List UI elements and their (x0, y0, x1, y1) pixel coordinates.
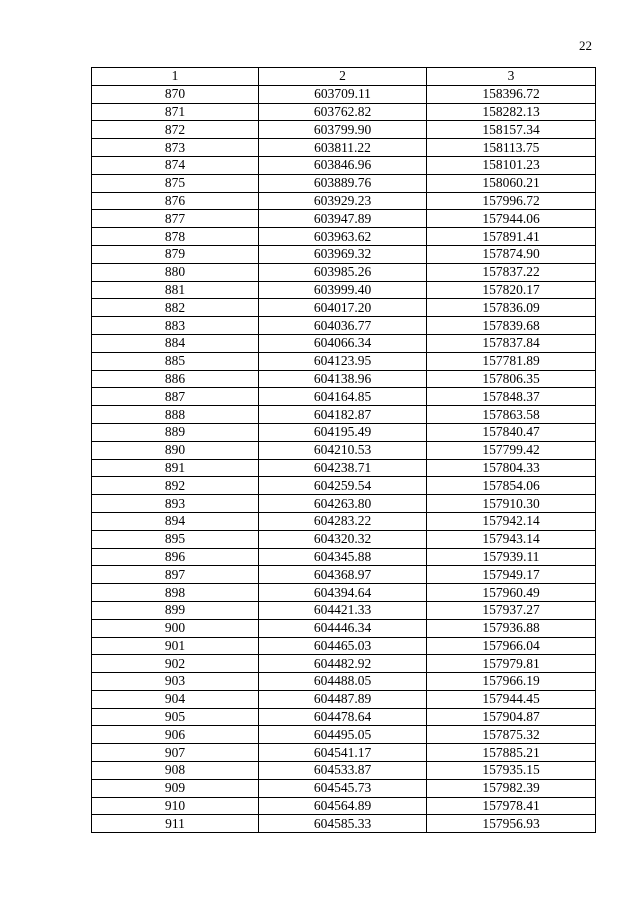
table-cell-col-3: 158396.72 (427, 85, 596, 103)
table-row (92, 228, 596, 246)
table-row (92, 156, 596, 174)
table-cell-col-3: 158282.13 (427, 103, 596, 121)
table-cell-col-2: 604138.96 (259, 370, 427, 388)
table-cell-col-1: 910 (92, 797, 259, 815)
table-cell-col-2: 603947.89 (259, 210, 427, 228)
table-cell-col-2: 603799.90 (259, 121, 427, 139)
table-cell-col-3: 157836.09 (427, 299, 596, 317)
table-row (92, 459, 596, 477)
table-row (92, 352, 596, 370)
table-cell-col-1: 902 (92, 655, 259, 673)
table-row (92, 174, 596, 192)
table-row (92, 797, 596, 815)
table-cell-col-3: 157960.49 (427, 584, 596, 602)
table-cell-col-3: 157891.41 (427, 228, 596, 246)
table-cell-col-2: 604495.05 (259, 726, 427, 744)
table-cell-col-1: 875 (92, 174, 259, 192)
table-row (92, 192, 596, 210)
table-row (92, 263, 596, 281)
table-cell-col-2: 604259.54 (259, 477, 427, 495)
table-cell-col-3: 157982.39 (427, 779, 596, 797)
table-cell-col-1: 896 (92, 548, 259, 566)
table-cell-col-2: 604182.87 (259, 406, 427, 424)
table-cell-col-1: 899 (92, 601, 259, 619)
table-cell-col-3: 157863.58 (427, 406, 596, 424)
table-row (92, 495, 596, 513)
table-cell-col-1: 895 (92, 530, 259, 548)
table-row (92, 334, 596, 352)
table-cell-col-2: 604585.33 (259, 815, 427, 833)
table-cell-col-2: 604394.64 (259, 584, 427, 602)
table-cell-col-3: 157956.93 (427, 815, 596, 833)
table-row (92, 566, 596, 584)
coordinates-table (91, 67, 596, 833)
table-cell-col-3: 157837.22 (427, 263, 596, 281)
table-cell-col-3: 157944.06 (427, 210, 596, 228)
table-cell-col-1: 905 (92, 708, 259, 726)
table-row (92, 370, 596, 388)
table-cell-col-1: 888 (92, 406, 259, 424)
column-header-2: 2 (259, 68, 427, 86)
table-row (92, 619, 596, 637)
table-cell-col-2: 604487.89 (259, 690, 427, 708)
table-cell-col-3: 157820.17 (427, 281, 596, 299)
table-row (92, 655, 596, 673)
table-cell-col-1: 884 (92, 334, 259, 352)
table-body (92, 85, 596, 832)
table-row (92, 815, 596, 833)
table-cell-col-3: 157979.81 (427, 655, 596, 673)
table-cell-col-2: 604421.33 (259, 601, 427, 619)
table-cell-col-3: 157837.84 (427, 334, 596, 352)
table-cell-col-3: 157840.47 (427, 423, 596, 441)
table-cell-col-3: 158113.75 (427, 139, 596, 157)
table-cell-col-1: 903 (92, 673, 259, 691)
table-cell-col-1: 898 (92, 584, 259, 602)
table-row (92, 103, 596, 121)
table-cell-col-3: 157966.04 (427, 637, 596, 655)
table-cell-col-3: 157936.88 (427, 619, 596, 637)
table-row (92, 530, 596, 548)
table-row (92, 744, 596, 762)
table-cell-col-1: 880 (92, 263, 259, 281)
table-cell-col-3: 157942.14 (427, 512, 596, 530)
table-row (92, 85, 596, 103)
table-cell-col-3: 157949.17 (427, 566, 596, 584)
table-cell-col-2: 604545.73 (259, 779, 427, 797)
table-cell-col-2: 604533.87 (259, 762, 427, 780)
table-cell-col-2: 604283.22 (259, 512, 427, 530)
table-cell-col-2: 603969.32 (259, 245, 427, 263)
table-cell-col-2: 604465.03 (259, 637, 427, 655)
table-cell-col-1: 882 (92, 299, 259, 317)
table-cell-col-3: 157978.41 (427, 797, 596, 815)
table-cell-col-1: 874 (92, 156, 259, 174)
table-row (92, 423, 596, 441)
table-row (92, 548, 596, 566)
table-cell-col-2: 604368.97 (259, 566, 427, 584)
table-cell-col-2: 603985.26 (259, 263, 427, 281)
table-row (92, 512, 596, 530)
table-header (92, 68, 596, 86)
table-cell-col-2: 604320.32 (259, 530, 427, 548)
table-cell-col-1: 909 (92, 779, 259, 797)
table-cell-col-3: 157939.11 (427, 548, 596, 566)
table-cell-col-3: 157804.33 (427, 459, 596, 477)
table-cell-col-3: 158060.21 (427, 174, 596, 192)
table-cell-col-2: 603709.11 (259, 85, 427, 103)
table-cell-col-2: 604488.05 (259, 673, 427, 691)
table-row (92, 388, 596, 406)
table-cell-col-2: 604036.77 (259, 317, 427, 335)
table-cell-col-2: 604210.53 (259, 441, 427, 459)
table-cell-col-1: 887 (92, 388, 259, 406)
table-row (92, 584, 596, 602)
table-cell-col-1: 876 (92, 192, 259, 210)
table-row (92, 601, 596, 619)
table-cell-col-2: 604564.89 (259, 797, 427, 815)
table-row (92, 299, 596, 317)
column-header-1: 1 (92, 68, 259, 86)
table-cell-col-1: 879 (92, 245, 259, 263)
table-cell-col-2: 603889.76 (259, 174, 427, 192)
table-cell-col-2: 603762.82 (259, 103, 427, 121)
page-number: 22 (579, 38, 592, 53)
table-row (92, 317, 596, 335)
table-cell-col-2: 603846.96 (259, 156, 427, 174)
table-row (92, 690, 596, 708)
table-cell-col-3: 157910.30 (427, 495, 596, 513)
table-cell-col-1: 904 (92, 690, 259, 708)
table-cell-col-3: 157781.89 (427, 352, 596, 370)
table-cell-col-1: 906 (92, 726, 259, 744)
table-row (92, 245, 596, 263)
table-cell-col-1: 889 (92, 423, 259, 441)
table-cell-col-1: 891 (92, 459, 259, 477)
table-row (92, 406, 596, 424)
table-cell-col-3: 157935.15 (427, 762, 596, 780)
table-cell-col-1: 907 (92, 744, 259, 762)
table-cell-col-2: 604345.88 (259, 548, 427, 566)
table-cell-col-1: 900 (92, 619, 259, 637)
table-row (92, 779, 596, 797)
table-cell-col-3: 157943.14 (427, 530, 596, 548)
table-cell-col-2: 604164.85 (259, 388, 427, 406)
table-cell-col-3: 157996.72 (427, 192, 596, 210)
table-cell-col-1: 908 (92, 762, 259, 780)
table-cell-col-3: 157848.37 (427, 388, 596, 406)
table-cell-col-2: 604238.71 (259, 459, 427, 477)
table-cell-col-2: 604446.34 (259, 619, 427, 637)
table-row (92, 281, 596, 299)
table-cell-col-1: 883 (92, 317, 259, 335)
table-cell-col-1: 872 (92, 121, 259, 139)
table-row (92, 139, 596, 157)
table-row (92, 762, 596, 780)
table-cell-col-3: 157944.45 (427, 690, 596, 708)
table-cell-col-1: 911 (92, 815, 259, 833)
table-row (92, 210, 596, 228)
table-cell-col-3: 157966.19 (427, 673, 596, 691)
table-cell-col-3: 157937.27 (427, 601, 596, 619)
table-cell-col-3: 157806.35 (427, 370, 596, 388)
table-row (92, 477, 596, 495)
table-cell-col-1: 873 (92, 139, 259, 157)
table-cell-col-2: 603999.40 (259, 281, 427, 299)
table-cell-col-1: 897 (92, 566, 259, 584)
table-cell-col-3: 157875.32 (427, 726, 596, 744)
table-row (92, 637, 596, 655)
table-cell-col-3: 158101.23 (427, 156, 596, 174)
table-cell-col-2: 604482.92 (259, 655, 427, 673)
table-cell-col-3: 157874.90 (427, 245, 596, 263)
table-cell-col-1: 878 (92, 228, 259, 246)
table-cell-col-2: 603929.23 (259, 192, 427, 210)
table-cell-col-1: 881 (92, 281, 259, 299)
table-cell-col-2: 604478.64 (259, 708, 427, 726)
header-row (92, 68, 596, 86)
table-cell-col-2: 604263.80 (259, 495, 427, 513)
column-header-3: 3 (427, 68, 596, 86)
table-cell-col-2: 604195.49 (259, 423, 427, 441)
table-cell-col-1: 901 (92, 637, 259, 655)
table-cell-col-2: 603811.22 (259, 139, 427, 157)
table-row (92, 673, 596, 691)
table-row (92, 441, 596, 459)
table-row (92, 708, 596, 726)
table-cell-col-1: 885 (92, 352, 259, 370)
table-row (92, 121, 596, 139)
table-cell-col-3: 157854.06 (427, 477, 596, 495)
table-cell-col-1: 894 (92, 512, 259, 530)
table-cell-col-2: 603963.62 (259, 228, 427, 246)
table-cell-col-1: 890 (92, 441, 259, 459)
table-cell-col-2: 604017.20 (259, 299, 427, 317)
table-cell-col-1: 893 (92, 495, 259, 513)
table-cell-col-1: 886 (92, 370, 259, 388)
table-cell-col-2: 604541.17 (259, 744, 427, 762)
table-cell-col-2: 604066.34 (259, 334, 427, 352)
table-cell-col-3: 158157.34 (427, 121, 596, 139)
table-cell-col-1: 892 (92, 477, 259, 495)
table-cell-col-3: 157904.87 (427, 708, 596, 726)
table-cell-col-1: 877 (92, 210, 259, 228)
table-cell-col-1: 871 (92, 103, 259, 121)
table-row (92, 726, 596, 744)
table-cell-col-3: 157885.21 (427, 744, 596, 762)
table-cell-col-2: 604123.95 (259, 352, 427, 370)
table-cell-col-1: 870 (92, 85, 259, 103)
table-cell-col-3: 157839.68 (427, 317, 596, 335)
table-cell-col-3: 157799.42 (427, 441, 596, 459)
